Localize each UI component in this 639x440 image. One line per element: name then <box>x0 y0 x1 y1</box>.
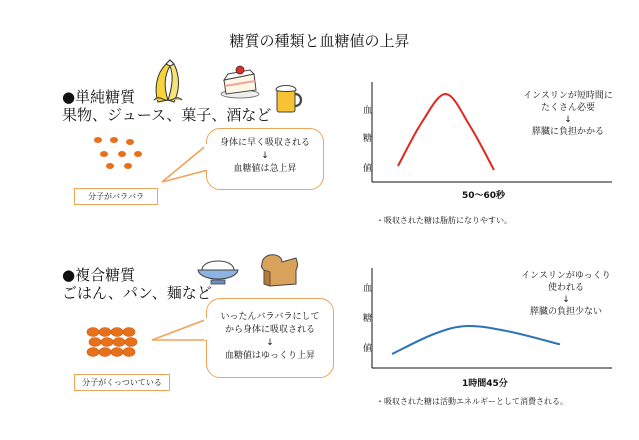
y-axis-char: 血 <box>363 106 373 116</box>
cake-icon <box>220 66 260 100</box>
y-axis-char: 値 <box>363 344 373 354</box>
series-line-slow <box>392 326 560 354</box>
bubble-line: ↓ <box>261 151 269 161</box>
bubble-line: 血糖値はゆっくり上昇 <box>225 351 315 361</box>
x-axis-label: 50～60秒 <box>462 191 506 201</box>
bubble-line: 身体に早く吸収される <box>219 138 310 148</box>
simple-sugar-examples: 果物、ジュース、菓子、酒など <box>62 106 272 124</box>
note-line: インスリンがゆっくり <box>521 271 611 281</box>
complex-speech-bubble <box>206 298 334 378</box>
rice-bowl-icon <box>196 254 240 286</box>
note-line: 使われる <box>547 283 584 293</box>
bubble-tail <box>160 130 210 190</box>
complex-sugar-examples: ごはん、パン、麺など <box>62 284 212 302</box>
chart-caption: ・吸収された糖は脂肪になりやすい。 <box>376 216 512 225</box>
bubble-mask <box>204 318 208 340</box>
note-line: インスリンが短時間に <box>523 91 613 101</box>
y-axis-char: 血 <box>363 284 373 294</box>
complex-sugar-heading: ●複合糖質 <box>62 266 136 284</box>
bubble-line: いったんバラバラにして <box>220 312 320 322</box>
simple-molecule-tag: 分子がバラバラ <box>74 188 158 205</box>
note-line: 膵臓の負担少ない <box>529 307 602 317</box>
page-title: 糖質の種類と血糖値の上昇 <box>229 32 410 50</box>
series-line-fast <box>398 94 494 170</box>
bubble-tail <box>150 300 212 360</box>
y-axis-char: 値 <box>363 164 373 174</box>
note-line: ↓ <box>562 295 570 305</box>
chart-note-simple <box>516 90 620 138</box>
simple-sugar-heading: ●単純糖質 <box>62 88 136 106</box>
chart-note-complex <box>512 270 620 318</box>
banana-icon <box>150 60 186 104</box>
y-axis-char: 糖 <box>363 314 373 324</box>
y-axis-char: 糖 <box>363 134 373 144</box>
bubble-line: から身体に吸収される <box>224 325 315 335</box>
chart-caption: ・吸収された糖は活動エネルギーとして消費される。 <box>376 397 568 406</box>
beer-icon <box>274 82 304 114</box>
linked-molecules <box>86 326 146 360</box>
bubble-mask <box>204 144 208 170</box>
complex-molecule-tag: 分子がくっついている <box>74 374 170 391</box>
separated-molecules <box>88 134 148 170</box>
note-line: たくさん必要 <box>540 103 595 113</box>
x-axis-label: 1時間45分 <box>462 379 508 389</box>
note-line: ↓ <box>564 115 572 125</box>
bread-icon <box>258 250 300 288</box>
note-line: 膵臓に負担かかる <box>531 127 604 137</box>
bubble-line: 血糖値は急上昇 <box>233 164 297 174</box>
bubble-line: ↓ <box>266 338 274 348</box>
simple-speech-bubble <box>206 128 324 190</box>
